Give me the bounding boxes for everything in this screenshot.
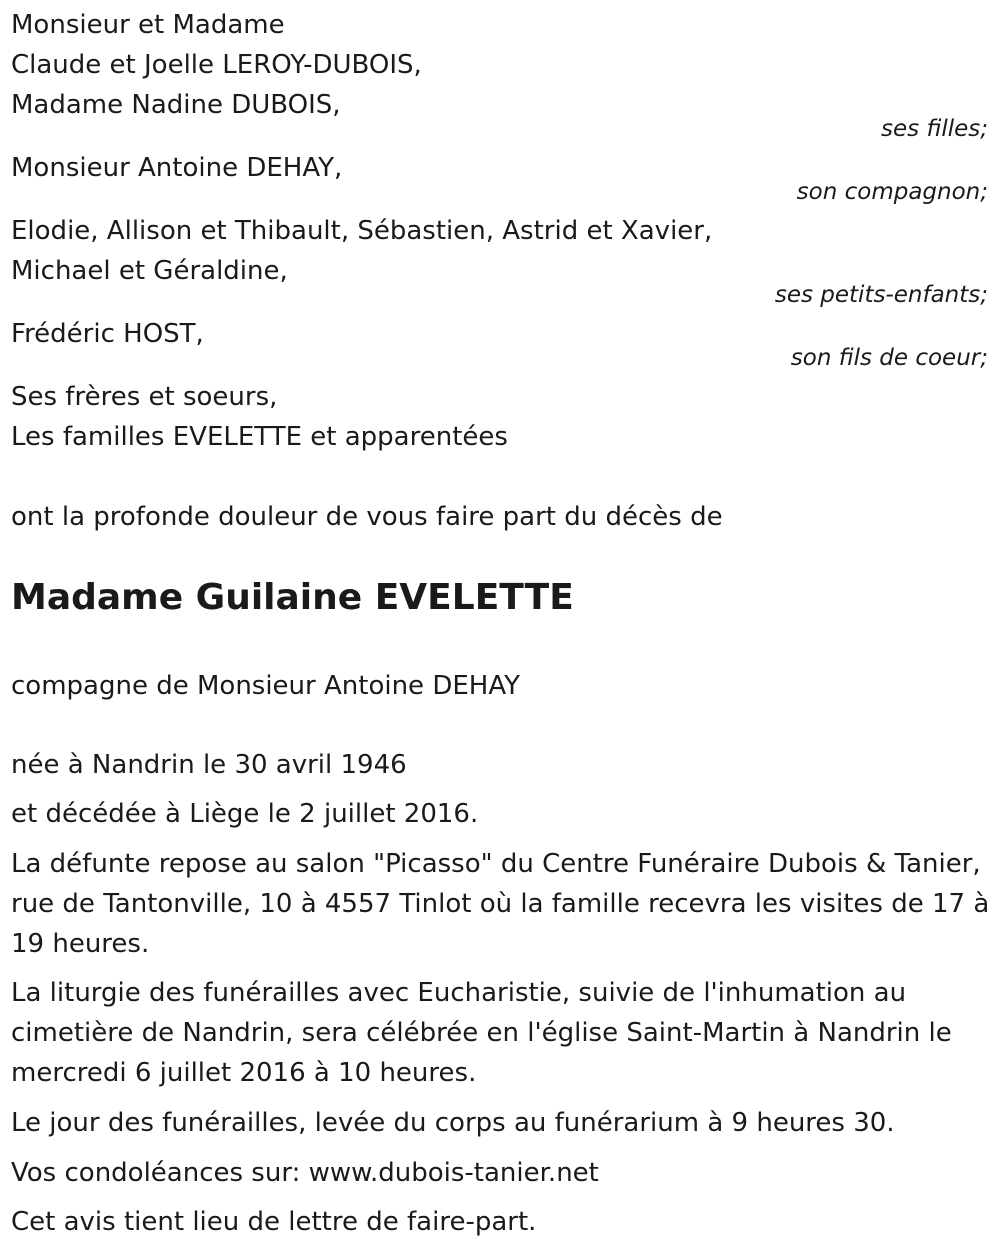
family-role: ses filles; bbox=[881, 116, 988, 142]
family-line: Michael et Géraldine, bbox=[11, 256, 288, 286]
family-role: ses petits-enfants; bbox=[774, 282, 988, 308]
condolences-text: Vos condoléances sur: www.dubois-tanier.net bbox=[11, 1158, 599, 1188]
family-line: Monsieur et Madame bbox=[11, 10, 285, 40]
family-line: Claude et Joelle LEROY-DUBOIS, bbox=[11, 50, 422, 80]
notice-text: Cet avis tient lieu de lettre de faire-part. bbox=[11, 1207, 537, 1237]
announcement-text: ont la profonde douleur de vous faire part du décès de bbox=[11, 502, 723, 532]
family-line: Frédéric HOST, bbox=[11, 319, 204, 349]
family-line: Les familles EVELETTE et apparentées bbox=[11, 422, 508, 452]
death-text: et décédée à Liège le 2 juillet 2016. bbox=[11, 799, 479, 829]
liturgy-paragraph: La liturgie des funérailles avec Eucharistie, suivie de l'inhumation au cimetière de Nandrin, sera célébrée en l'église Saint-Martin à Nandrin le mercredi 6 juillet 2016 à 10 heures. bbox=[11, 978, 952, 1088]
family-line: Elodie, Allison et Thibault, Sébastien, Astrid et Xavier, bbox=[11, 216, 713, 246]
deceased-name: Madame Guilaine EVELETTE bbox=[11, 577, 574, 618]
family-line: Ses frères et soeurs, bbox=[11, 382, 278, 412]
levee-text: Le jour des funérailles, levée du corps au funérarium à 9 heures 30. bbox=[11, 1108, 895, 1138]
deceased-relation: compagne de Monsieur Antoine DEHAY bbox=[11, 671, 520, 701]
family-line: Monsieur Antoine DEHAY, bbox=[11, 153, 343, 183]
family-line: Madame Nadine DUBOIS, bbox=[11, 90, 341, 120]
family-role: son fils de coeur; bbox=[790, 345, 988, 371]
viewing-paragraph: La défunte repose au salon "Picasso" du Centre Funéraire Dubois & Tanier, rue de Tantonville, 10 à 4557 Tinlot où la famille recevra les visites de 17 à 19 heures. bbox=[11, 849, 990, 959]
family-role: son compagnon; bbox=[796, 179, 988, 205]
birth-text: née à Nandrin le 30 avril 1946 bbox=[11, 750, 407, 780]
